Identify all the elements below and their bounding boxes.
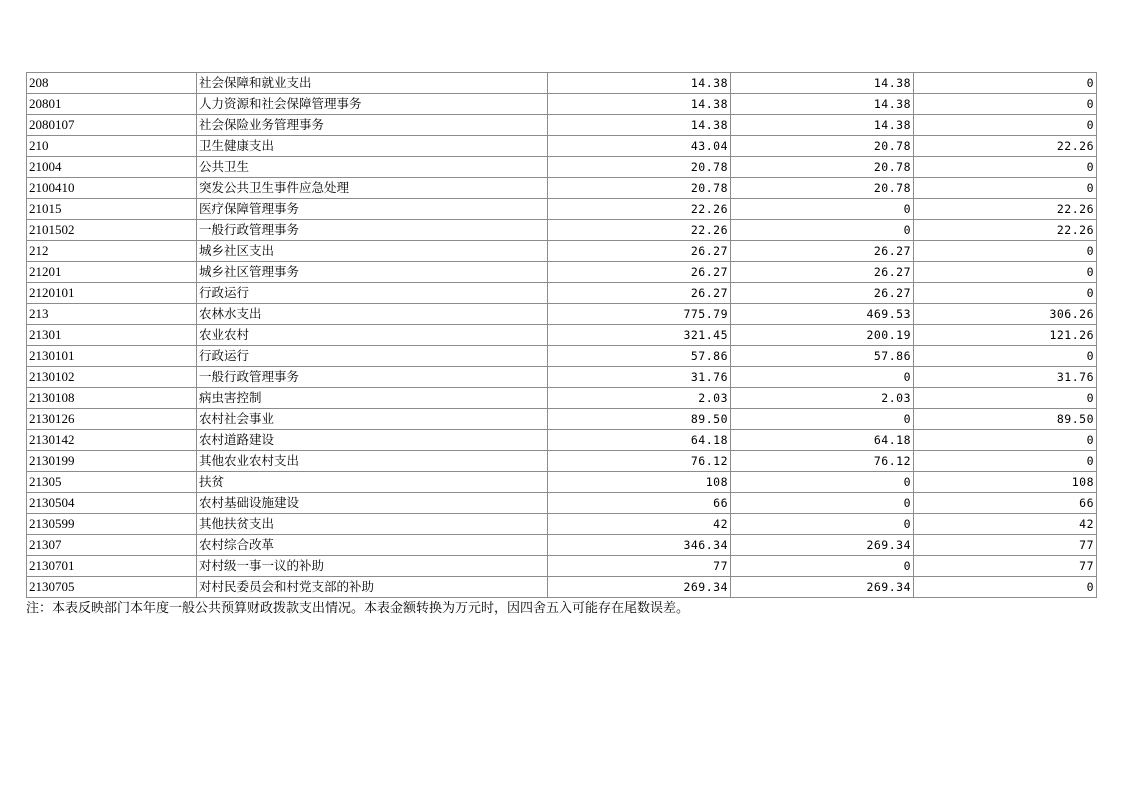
basic-cell: 20.78 (731, 157, 914, 178)
project-cell: 108 (914, 472, 1097, 493)
project-cell: 0 (914, 430, 1097, 451)
project-cell: 0 (914, 241, 1097, 262)
table-row (27, 115, 1097, 136)
project-cell: 22.26 (914, 199, 1097, 220)
total-cell: 20.78 (548, 157, 731, 178)
project-cell: 66 (914, 493, 1097, 514)
project-cell: 0 (914, 388, 1097, 409)
code-cell: 2080107 (27, 115, 197, 136)
table-note: 注：本表反映部门本年度一般公共预算财政拨款支出情况。本表金额转换为万元时，因四舍五入可能存在尾数误差。 (26, 601, 690, 616)
table-row (27, 493, 1097, 514)
table-row (27, 94, 1097, 115)
total-cell: 321.45 (548, 325, 731, 346)
code-cell: 2130599 (27, 514, 197, 535)
table-row (27, 535, 1097, 556)
project-cell: 42 (914, 514, 1097, 535)
name-cell: 突发公共卫生事件应急处理 (197, 178, 548, 199)
table-row (27, 577, 1097, 598)
code-cell: 2130705 (27, 577, 197, 598)
code-cell: 213 (27, 304, 197, 325)
total-cell: 77 (548, 556, 731, 577)
code-cell: 212 (27, 241, 197, 262)
basic-cell: 14.38 (731, 73, 914, 94)
name-cell: 医疗保障管理事务 (197, 199, 548, 220)
total-cell: 57.86 (548, 346, 731, 367)
table-row (27, 388, 1097, 409)
total-cell: 108 (548, 472, 731, 493)
basic-cell: 2.03 (731, 388, 914, 409)
basic-cell: 76.12 (731, 451, 914, 472)
basic-cell: 14.38 (731, 115, 914, 136)
code-cell: 21307 (27, 535, 197, 556)
total-cell: 64.18 (548, 430, 731, 451)
basic-cell: 0 (731, 367, 914, 388)
name-cell: 社会保障和就业支出 (197, 73, 548, 94)
code-cell: 2101502 (27, 220, 197, 241)
table-row (27, 472, 1097, 493)
table-row (27, 514, 1097, 535)
project-cell: 0 (914, 451, 1097, 472)
code-cell: 21015 (27, 199, 197, 220)
name-cell: 行政运行 (197, 346, 548, 367)
table-row (27, 451, 1097, 472)
name-cell: 农村基础设施建设 (197, 493, 548, 514)
code-cell: 2130504 (27, 493, 197, 514)
name-cell: 其他农业农村支出 (197, 451, 548, 472)
project-cell: 0 (914, 346, 1097, 367)
table-row (27, 556, 1097, 577)
name-cell: 农业农村 (197, 325, 548, 346)
basic-cell: 0 (731, 409, 914, 430)
name-cell: 一般行政管理事务 (197, 220, 548, 241)
total-cell: 14.38 (548, 115, 731, 136)
code-cell: 2130102 (27, 367, 197, 388)
name-cell: 农村道路建设 (197, 430, 548, 451)
basic-cell: 26.27 (731, 262, 914, 283)
name-cell: 公共卫生 (197, 157, 548, 178)
basic-cell: 14.38 (731, 94, 914, 115)
project-cell: 77 (914, 556, 1097, 577)
total-cell: 269.34 (548, 577, 731, 598)
basic-cell: 0 (731, 220, 914, 241)
project-cell: 0 (914, 283, 1097, 304)
total-cell: 2.03 (548, 388, 731, 409)
total-cell: 43.04 (548, 136, 731, 157)
code-cell: 2130701 (27, 556, 197, 577)
name-cell: 其他扶贫支出 (197, 514, 548, 535)
table-body (27, 73, 1097, 598)
name-cell: 城乡社区支出 (197, 241, 548, 262)
total-cell: 20.78 (548, 178, 731, 199)
name-cell: 农村综合改革 (197, 535, 548, 556)
total-cell: 26.27 (548, 262, 731, 283)
table-row (27, 73, 1097, 94)
name-cell: 农林水支出 (197, 304, 548, 325)
code-cell: 21004 (27, 157, 197, 178)
total-cell: 89.50 (548, 409, 731, 430)
name-cell: 对村民委员会和村党支部的补助 (197, 577, 548, 598)
code-cell: 20801 (27, 94, 197, 115)
project-cell: 0 (914, 178, 1097, 199)
code-cell: 210 (27, 136, 197, 157)
basic-cell: 0 (731, 556, 914, 577)
budget-sheet (26, 72, 1096, 618)
name-cell: 对村级一事一议的补助 (197, 556, 548, 577)
project-cell: 89.50 (914, 409, 1097, 430)
basic-cell: 26.27 (731, 241, 914, 262)
table-row (27, 409, 1097, 430)
total-cell: 66 (548, 493, 731, 514)
total-cell: 76.12 (548, 451, 731, 472)
name-cell: 卫生健康支出 (197, 136, 548, 157)
basic-cell: 0 (731, 199, 914, 220)
project-cell: 0 (914, 115, 1097, 136)
basic-cell: 64.18 (731, 430, 914, 451)
name-cell: 扶贫 (197, 472, 548, 493)
basic-cell: 20.78 (731, 136, 914, 157)
code-cell: 2120101 (27, 283, 197, 304)
basic-cell: 26.27 (731, 283, 914, 304)
total-cell: 26.27 (548, 283, 731, 304)
code-cell: 2130101 (27, 346, 197, 367)
basic-cell: 20.78 (731, 178, 914, 199)
project-cell: 22.26 (914, 136, 1097, 157)
basic-cell: 269.34 (731, 577, 914, 598)
name-cell: 人力资源和社会保障管理事务 (197, 94, 548, 115)
project-cell: 0 (914, 157, 1097, 178)
project-cell: 0 (914, 577, 1097, 598)
code-cell: 2130142 (27, 430, 197, 451)
name-cell: 行政运行 (197, 283, 548, 304)
name-cell: 城乡社区管理事务 (197, 262, 548, 283)
basic-cell: 469.53 (731, 304, 914, 325)
total-cell: 42 (548, 514, 731, 535)
table-row (27, 367, 1097, 388)
table-row (27, 430, 1097, 451)
total-cell: 31.76 (548, 367, 731, 388)
total-cell: 22.26 (548, 220, 731, 241)
total-cell: 775.79 (548, 304, 731, 325)
basic-cell: 200.19 (731, 325, 914, 346)
table-row (27, 136, 1097, 157)
table-row (27, 304, 1097, 325)
name-cell: 社会保险业务管理事务 (197, 115, 548, 136)
code-cell: 2130108 (27, 388, 197, 409)
code-cell: 21305 (27, 472, 197, 493)
basic-cell: 0 (731, 493, 914, 514)
project-cell: 77 (914, 535, 1097, 556)
basic-cell: 269.34 (731, 535, 914, 556)
code-cell: 21301 (27, 325, 197, 346)
code-cell: 208 (27, 73, 197, 94)
code-cell: 2130199 (27, 451, 197, 472)
basic-cell: 0 (731, 514, 914, 535)
name-cell: 一般行政管理事务 (197, 367, 548, 388)
table-row (27, 178, 1097, 199)
table-row (27, 325, 1097, 346)
table-row (27, 220, 1097, 241)
total-cell: 26.27 (548, 241, 731, 262)
budget-table (26, 72, 1097, 598)
total-cell: 14.38 (548, 73, 731, 94)
table-row (27, 241, 1097, 262)
name-cell: 农村社会事业 (197, 409, 548, 430)
project-cell: 0 (914, 73, 1097, 94)
project-cell: 0 (914, 262, 1097, 283)
table-row (27, 199, 1097, 220)
total-cell: 14.38 (548, 94, 731, 115)
basic-cell: 57.86 (731, 346, 914, 367)
total-cell: 346.34 (548, 535, 731, 556)
project-cell: 31.76 (914, 367, 1097, 388)
name-cell: 病虫害控制 (197, 388, 548, 409)
code-cell: 2100410 (27, 178, 197, 199)
table-row (27, 262, 1097, 283)
table-row (27, 346, 1097, 367)
code-cell: 21201 (27, 262, 197, 283)
table-row (27, 283, 1097, 304)
basic-cell: 0 (731, 472, 914, 493)
project-cell: 0 (914, 94, 1097, 115)
project-cell: 22.26 (914, 220, 1097, 241)
code-cell: 2130126 (27, 409, 197, 430)
project-cell: 306.26 (914, 304, 1097, 325)
total-cell: 22.26 (548, 199, 731, 220)
project-cell: 121.26 (914, 325, 1097, 346)
table-row (27, 157, 1097, 178)
